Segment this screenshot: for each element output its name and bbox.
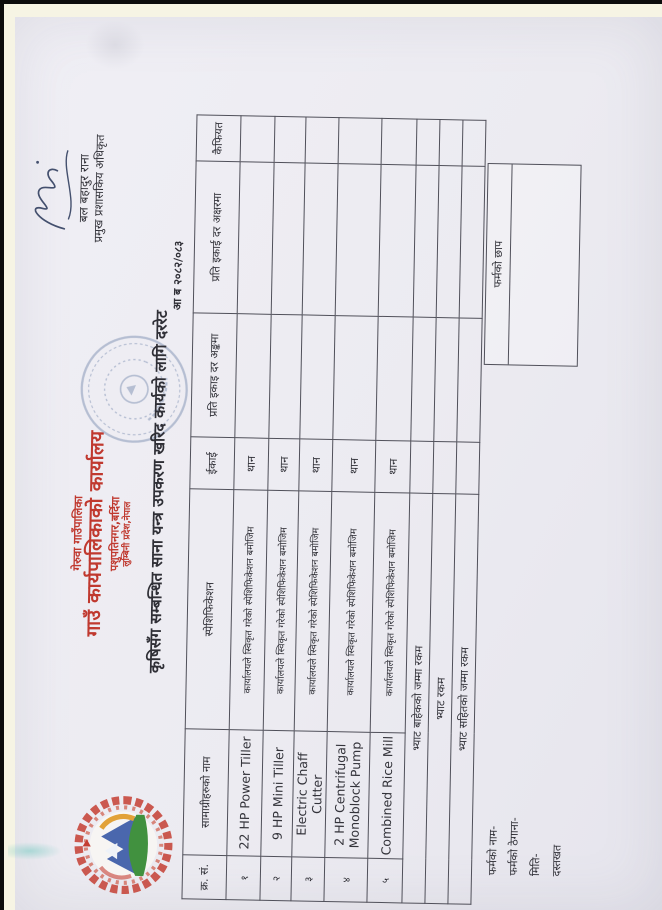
summary-label-cell: भ्याट रकम [425, 493, 456, 903]
col-header-rate-figures: प्रति इकाइ दर अङ्कमा [191, 313, 237, 438]
item-name-cell: 22 HP Power Tiller [227, 730, 263, 857]
serial-cell: ३ [291, 857, 325, 902]
empty-cell [434, 317, 459, 441]
remarks-cell [338, 118, 382, 165]
office-address: पशुपतिनगर,बर्दिया [107, 496, 123, 572]
firm-name-label: फर्मको नाम- [485, 825, 500, 876]
col-header-specification: स्पेशिफिकेशन [185, 489, 234, 730]
unit-cell: थान [375, 440, 411, 493]
signature-block [21, 82, 109, 294]
spec-cell: कार्यालयले स्विकृत गरेको स्पेशिफिकेशन बमोजिम [263, 490, 299, 731]
signature-label: दस्तखत [550, 844, 564, 877]
col-header-remarks: कैफियत [196, 115, 241, 162]
unit-cell: थान [268, 438, 300, 491]
unit-cell: थान [332, 440, 376, 493]
empty-cell [416, 119, 440, 165]
summary-label-cell: भ्याट बाहेकको जम्मा रकम [402, 493, 433, 903]
summary-label-cell: भ्याट सहितको जम्मा रकम [448, 494, 479, 904]
empty-cell [457, 318, 482, 442]
item-name-cell: 2 HP Centrifugal Monoblock Pump [325, 731, 370, 858]
serial-cell: ५ [367, 858, 403, 903]
firm-address-label: फर्मको ठेगाना- [507, 817, 522, 876]
empty-cell [413, 165, 439, 317]
firm-stamp-label: फर्मको छाप [485, 164, 513, 364]
col-header-unit: ईकाई [190, 437, 235, 490]
item-name-cell: Combined Rice Mill [368, 732, 405, 859]
empty-cell [411, 317, 436, 441]
signatory-designation: प्रमुख प्रशासकिय अधिकृत [91, 134, 108, 243]
col-header-item-name: सामाग्रीहरुको नाम [183, 729, 229, 856]
empty-cell [410, 441, 434, 493]
rate-figures-cell [300, 315, 335, 440]
nepal-coat-of-arms-icon [72, 793, 176, 897]
remarks-cell [274, 116, 306, 163]
document-title: कृषिसँग सम्बन्धित साना यन्त्र उपकरण खरिद कार्यको लागि दररेट [145, 310, 171, 674]
rate-figures-cell [376, 316, 413, 441]
date-label: मिति- [528, 853, 543, 877]
col-header-rate-words: प्रति इकाई दर अक्षरमा [193, 161, 240, 314]
serial-cell: ४ [324, 857, 368, 902]
empty-cell [439, 120, 463, 166]
signature-scribble-icon [22, 132, 80, 243]
rate-words-cell [335, 164, 381, 317]
empty-cell [459, 166, 485, 318]
rate-table [181, 114, 486, 904]
serial-cell: २ [260, 856, 292, 901]
item-name-cell: 9 HP Mini Tiller [261, 730, 294, 857]
rate-figures-cell [269, 314, 302, 439]
firm-stamp-box [484, 163, 582, 367]
firm-details [482, 817, 569, 877]
rate-words-cell [302, 163, 338, 316]
unit-cell: थान [234, 438, 269, 491]
spec-cell: कार्यालयले स्विकृत गरेको स्पेशिफिकेशन बमोजिम [294, 491, 332, 732]
remarks-cell [381, 118, 417, 165]
remarks-cell [305, 117, 339, 164]
signatory-name: बल बहादुर राना [76, 154, 92, 223]
remarks-cell [240, 116, 275, 163]
item-name-cell: Electric Chaff Cutter [292, 731, 327, 858]
col-header-serial: क्र. सं. [182, 855, 227, 900]
serial-cell: १ [226, 856, 261, 901]
office-name: गाउँ कार्यपालिकाको कार्यालय [82, 430, 109, 637]
empty-cell [436, 166, 462, 318]
teal-ink-smudge [8, 842, 62, 860]
empty-cell [433, 441, 457, 493]
rate-words-cell [378, 164, 416, 317]
office-province: लुम्बिनी प्रदेश,नेपाल [121, 501, 133, 567]
rate-words-cell [237, 162, 274, 315]
empty-cell [456, 442, 480, 494]
municipality-name: गेरुवा गाउँपालिका [69, 495, 86, 571]
rate-words-cell [271, 162, 305, 315]
unit-cell: थान [299, 439, 333, 492]
fiscal-year: आ ब २०८२/०८३ [170, 240, 186, 311]
spec-cell: कार्यालयले स्विकृत गरेको स्पेशिफिकेशन बमोजिम [370, 492, 410, 733]
rate-figures-cell [333, 316, 378, 441]
scan-smudge [85, 20, 145, 70]
empty-cell [462, 120, 486, 166]
spec-cell: कार्यालयले स्विकृत गरेको स्पेशिफिकेशन बमोजिम [327, 492, 375, 733]
rate-figures-cell [235, 314, 271, 439]
spec-cell: कार्यालयले स्विकृत गरेको स्पेशिफिकेशन बमोजिम [229, 490, 268, 731]
